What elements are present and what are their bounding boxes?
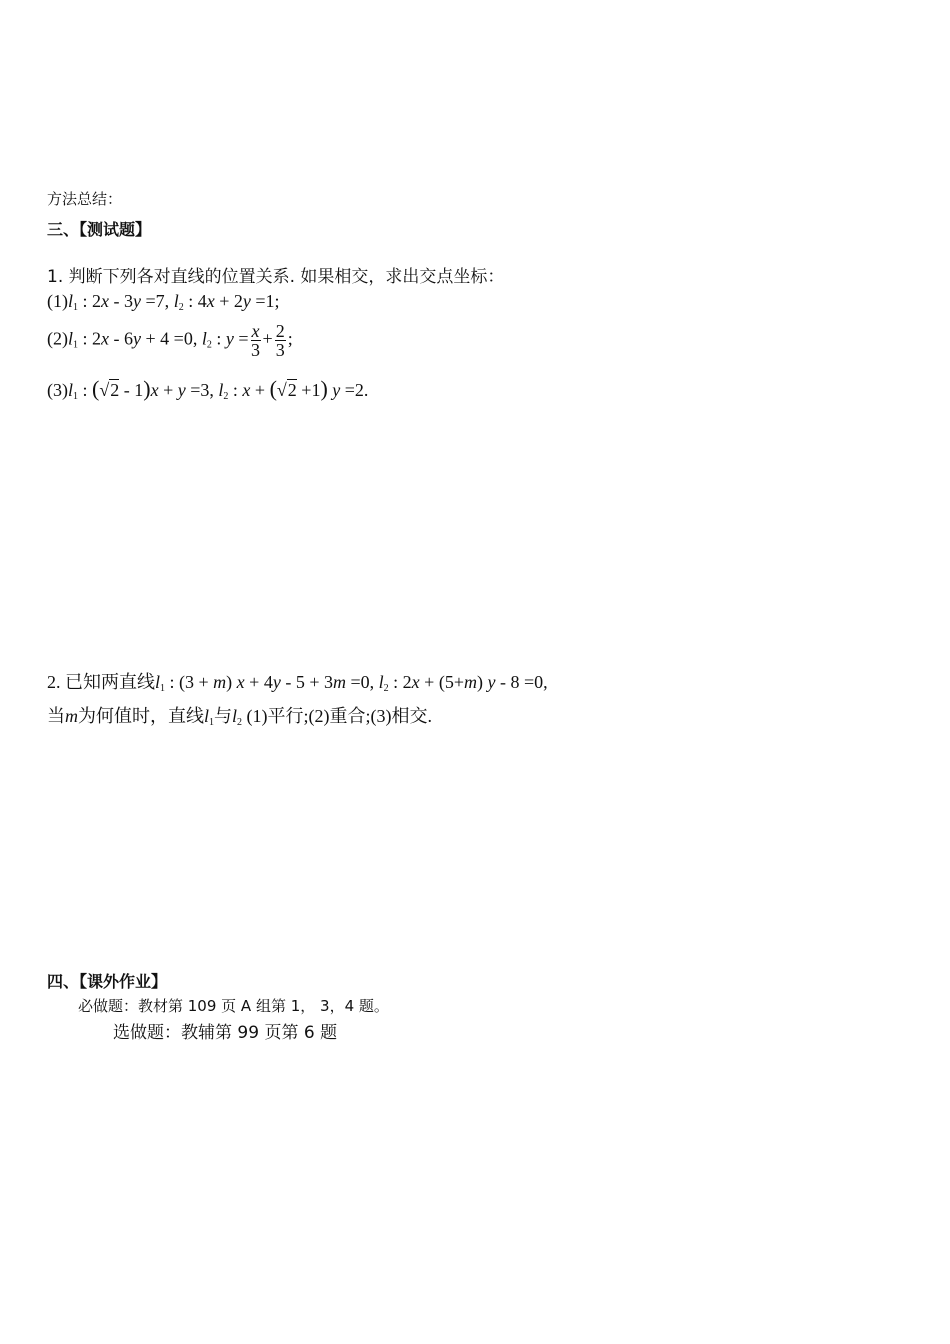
- q2-line1: 2. 已知两直线$l_1$ : (3 + m) x + 4y - 5 + 3m =0, $l_2$ : 2x + (5+m) y - 8 =0,: [47, 672, 548, 694]
- q2-line2: 当m为何值时，直线$l_1$与$l_2$ (1)平行;(2)重合;(3)相交.: [47, 706, 432, 728]
- q1-part3: $(3)l_1$ : (√2 - 1)x + y =3, $l_2$ : x + (√2 +1) y =2.: [47, 376, 369, 402]
- homework-required: 必做题：教材第 109 页 A 组第 1， 3，4 题。: [78, 997, 389, 1015]
- section4-heading: 四、【课外作业】: [47, 972, 168, 991]
- q1-intro: 1. 判断下列各对直线的位置关系. 如果相交，求出交点坐标：: [47, 267, 505, 287]
- q1-part1: $(1)l_1$ : 2x - 3y =7, $l_2$ : 4x + 2y =1;: [47, 291, 280, 313]
- homework-optional: 选做题：教辅第 99 页第 6 题: [113, 1023, 338, 1043]
- method-summary-label: 方法总结：: [47, 190, 123, 208]
- section3-heading: 三、【测试题】: [47, 220, 152, 239]
- q1-part2: $(2)l_1$ : 2x - 6y + 4 =0, $l_2$ : y = $\frac{x}{3}$ + $\frac{2}{3}$ ;: [47, 321, 293, 360]
